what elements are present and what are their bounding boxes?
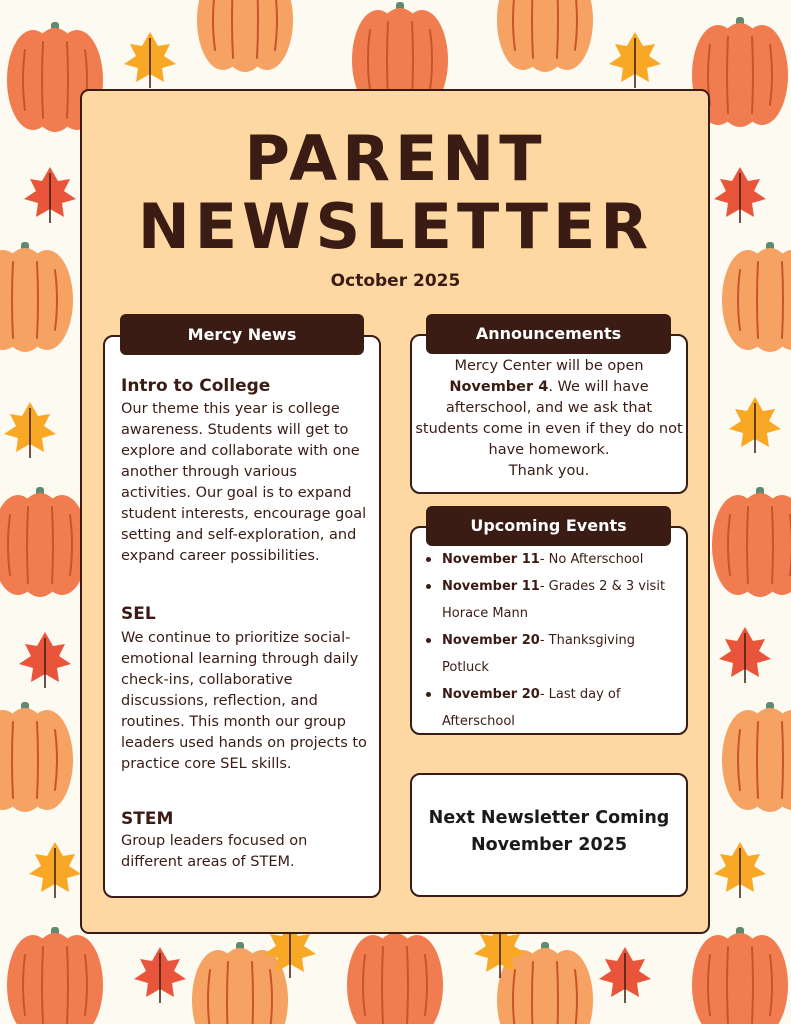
title-line-newsletter: NEWSLETTER	[137, 190, 654, 263]
event-date: November 20	[442, 687, 540, 702]
event-item	[418, 546, 684, 573]
event-date: November 11	[442, 579, 540, 594]
events-list	[418, 546, 684, 735]
title-line-parent: PARENT	[244, 122, 547, 195]
section-heading-stem: STEM	[121, 809, 174, 829]
event-item	[418, 573, 684, 627]
mercy-news-tab: Mercy News	[120, 314, 364, 355]
newsletter-date: October 2025	[330, 271, 461, 291]
events-tab: Upcoming Events	[426, 506, 671, 546]
section-heading-college: Intro to College	[121, 376, 271, 396]
event-desc: - Thanksgiving Potluck	[442, 633, 635, 675]
event-desc: - No Afterschool	[539, 552, 644, 567]
announcement-text-after: . We will have afterschool, and we ask that students come in even if they do not have homework.	[415, 379, 683, 458]
section-body-college: Our theme this year is college awareness. Students will get to explore and collaborate with one another through various activities. Our goal is to expand student interests, encourage goal setting and self-exploration, and expand career possibilities.	[121, 401, 367, 564]
section-body-sel: We continue to prioritize social-emotional learning through daily check-ins, collaborative discussions, reflection, and routines. This month our group leaders used hands on projects to practice core SEL skills.	[121, 630, 367, 772]
announcements-text	[414, 356, 684, 482]
event-date: November 11	[442, 552, 540, 567]
event-item	[418, 627, 684, 681]
announcement-text-before: Mercy Center will be open	[454, 358, 644, 374]
next-newsletter-line1: Next Newsletter Coming	[428, 808, 670, 828]
event-date: November 20	[442, 633, 540, 648]
announcement-date: November 4	[449, 379, 549, 395]
next-newsletter-text	[412, 805, 686, 859]
section-heading-sel: SEL	[121, 604, 156, 624]
next-newsletter-line2: November 2025	[470, 835, 627, 855]
announcement-thanks: Thank you.	[508, 463, 590, 479]
event-item	[418, 681, 684, 735]
event-desc: - Last day of Afterschool	[442, 687, 621, 729]
event-desc: - Grades 2 & 3 visit Horace Mann	[442, 579, 666, 621]
bottom-pumpkins	[7, 927, 788, 1024]
section-body-stem: Group leaders focused on different areas of STEM.	[121, 833, 308, 870]
announcements-tab: Announcements	[426, 314, 671, 354]
